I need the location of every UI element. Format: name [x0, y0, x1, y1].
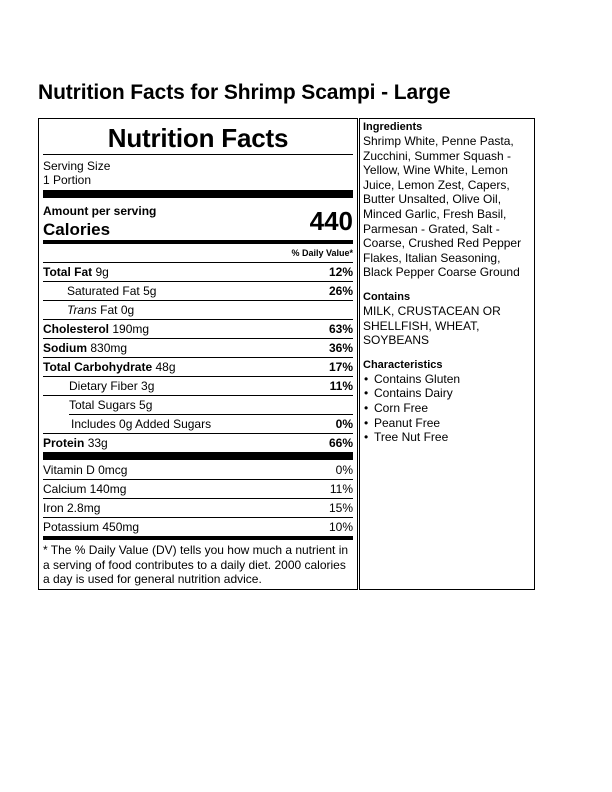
list-item: • Contains Dairy — [363, 386, 531, 401]
ingredients-text: Shrimp White, Penne Pasta, Zucchini, Summer Squash - Yellow, Wine White, Lemon Juice, Lemon Zest, Capers, Butter Unsalted, Olive Oil, Minced Garlic, Fresh Basil, Parmesan - Grated, Salt - Coarse, Crushed Red Pepper Flakes, Italian Seasoning, Black Pepper Coarse Ground — [363, 134, 522, 280]
nutrient-amount: 190mg — [112, 322, 150, 336]
nutrient-row-cholesterol — [43, 319, 353, 338]
nutrient-pct: 26% — [328, 284, 353, 298]
nutrient-amount: 0g — [120, 303, 135, 317]
nutrient-amount: 3g — [141, 379, 155, 393]
list-item: • Corn Free — [363, 401, 531, 416]
nutrient-amount: 5g — [143, 284, 157, 298]
nutrient-amount: 830mg — [90, 341, 128, 355]
nutrient-row-total-sugars — [43, 395, 353, 414]
nutrient-pct: 11% — [329, 379, 353, 393]
nutrient-amount: 33g — [87, 436, 108, 450]
nutrient-amount: 5g — [139, 398, 153, 412]
nutrient-row-added-sugars — [43, 414, 353, 433]
vitamin-row — [43, 498, 353, 517]
ingredients-title: Ingredients — [363, 121, 423, 133]
amount-per-serving: Amount per serving — [43, 204, 157, 218]
nutrient-row-total-carbohydrate — [43, 357, 353, 376]
nutrient-row-protein — [43, 433, 353, 452]
nutrient-pct: 66% — [328, 436, 353, 450]
vitamin-name: Vitamin D 0mcg — [43, 462, 128, 477]
vitamin-row — [43, 479, 353, 498]
nutrient-amount: 48g — [155, 360, 176, 374]
vitamin-pct: 15% — [328, 501, 353, 515]
nutrient-name: Total Carbohydrate — [43, 360, 153, 374]
list-item: • Tree Nut Free — [363, 430, 531, 445]
vitamin-pct: 10% — [328, 520, 353, 534]
vitamin-name: Calcium 140mg — [43, 482, 127, 496]
nutrient-pct: 36% — [328, 341, 353, 355]
characteristics-title: Characteristics — [363, 358, 443, 371]
label-title: Nutrition Facts — [107, 123, 289, 153]
daily-value-header: % Daily Value* — [291, 248, 353, 258]
characteristics-list — [363, 372, 531, 445]
vitamin-row — [43, 517, 353, 536]
list-item: • Peanut Free — [363, 416, 531, 431]
nutrient-pct: 0% — [336, 414, 353, 433]
nutrient-name: Total Sugars — [69, 398, 136, 412]
nutrient-name: Protein — [43, 436, 85, 450]
nutrient-row-dietary-fiber — [43, 376, 353, 395]
contains-text: MILK, CRUSTACEAN OR SHELLFISH, WHEAT, SOYBEANS — [363, 303, 501, 348]
vitamin-pct: 11% — [329, 482, 353, 496]
nutrient-name: Sodium — [43, 341, 87, 355]
nutrient-pct: 63% — [328, 322, 353, 336]
nutrient-name-suffix: Fat — [100, 303, 118, 317]
vitamin-name: Iron 2.8mg — [43, 501, 101, 515]
page-title: Nutrition Facts for Shrimp Scampi - Large — [38, 81, 451, 104]
nutrient-name: Dietary Fiber — [69, 379, 138, 393]
product-info-panel — [359, 118, 535, 590]
nutrient-row-total-fat — [43, 262, 353, 281]
nutrient-row-saturated-fat — [43, 281, 353, 300]
nutrient-name: Cholesterol — [43, 322, 110, 336]
nutrient-row-sodium — [43, 338, 353, 357]
serving-size — [43, 155, 353, 190]
serving-size-label: Serving Size — [43, 159, 111, 173]
contains-title: Contains — [363, 290, 411, 303]
nutrient-name: Saturated Fat — [67, 284, 140, 298]
vitamin-name: Potassium 450mg — [43, 520, 140, 534]
nutrient-name: Includes 0g Added Sugars — [69, 414, 336, 433]
nutrient-pct: 12% — [328, 265, 353, 279]
calories-label: Calories — [43, 220, 111, 239]
nutrient-pct: 17% — [328, 360, 353, 374]
calories-value: 440 — [309, 206, 353, 236]
nutrient-amount: 9g — [95, 265, 109, 279]
divider-thick — [43, 190, 353, 198]
list-item: • Contains Gluten — [363, 372, 531, 387]
vitamin-pct: 0% — [335, 462, 353, 477]
serving-size-value: 1 Portion — [43, 173, 92, 187]
nutrient-name: Trans — [67, 303, 97, 317]
vitamin-row — [43, 460, 353, 479]
nutrition-label — [38, 118, 358, 590]
divider-thick — [43, 452, 353, 460]
daily-value-footnote: * The % Daily Value (DV) tells you how much a nutrient in a serving of food contributes to a daily diet. 2000 calories a day is used for general nutrition advice. — [43, 543, 349, 586]
calories-block — [43, 198, 353, 240]
nutrient-row-trans-fat — [43, 300, 353, 319]
nutrient-name: Total Fat — [43, 265, 93, 279]
